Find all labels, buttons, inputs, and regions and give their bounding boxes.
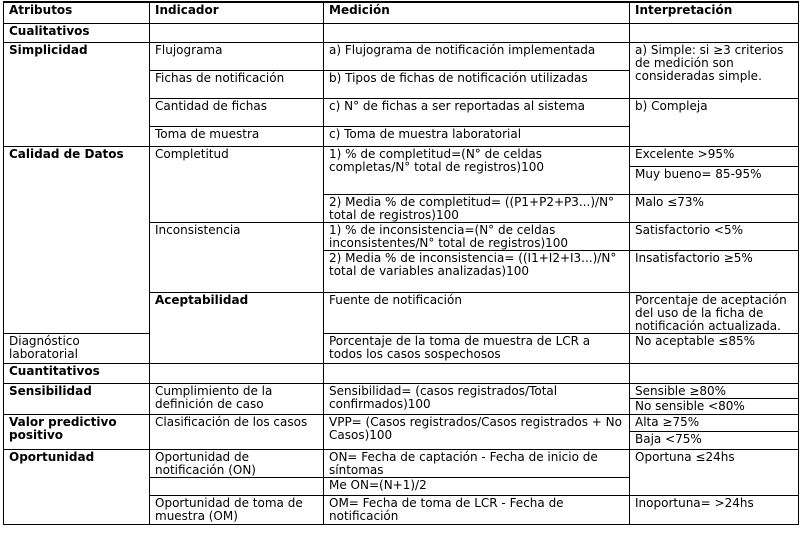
attr-calidad-de-datos: Calidad de Datos xyxy=(4,146,150,333)
measurement-cell: Sensibilidad= (casos registrados/Total confirmados)100 xyxy=(324,383,630,414)
measurement-cell: a) Flujograma de notificación implementada xyxy=(324,42,630,70)
table-row xyxy=(4,449,799,477)
indicator-cell: Flujograma xyxy=(150,42,324,70)
attr-valor-predictivo-positivo: Valor predictivo positivo xyxy=(4,414,150,449)
section-row-cualitativos xyxy=(4,23,799,42)
measurement-cell: ON= Fecha de captación - Fecha de inicio de síntomas xyxy=(324,449,630,477)
empty-cell xyxy=(150,23,324,42)
attr-aceptabilidad: Aceptabilidad xyxy=(150,292,324,363)
header-interpretacion: Interpretación xyxy=(630,2,799,23)
indicator-cell: Diagnóstico laboratorial xyxy=(4,333,150,363)
interpretation-cell: Alta ≥75% xyxy=(630,414,799,431)
indicator-cell: Toma de muestra xyxy=(150,126,324,146)
indicator-cell: Inconsistencia xyxy=(150,222,324,292)
measurement-cell: 2) Media % de inconsistencia= ((I1+I2+I3...)/N° total de variables analizadas)100 xyxy=(324,250,630,292)
measurement-cell: Me ON=(N+1)/2 xyxy=(324,477,630,495)
header-atributos: Atributos xyxy=(4,2,150,23)
indicator-cell: Fuente de notificación xyxy=(324,292,630,333)
measurement-cell: 1) % de inconsistencia=(N° de celdas inconsistentes/N° total de registros)100 xyxy=(324,222,630,250)
measurement-cell: 2) Media % de completitud= ((P1+P2+P3...)/N° total de registros)100 xyxy=(324,194,630,222)
table-row xyxy=(4,42,799,70)
measurement-cell: OM= Fecha de toma de LCR - Fecha de notificación xyxy=(324,495,630,524)
attr-oportunidad: Oportunidad xyxy=(4,449,150,524)
interpretation-cell: Oportuna ≤24hs xyxy=(630,449,799,495)
empty-cell xyxy=(150,477,324,495)
interpretation-cell: Excelente >95% xyxy=(630,146,799,166)
interpretation-cell: a) Simple: si ≥3 criterios de medición son consideradas simple. xyxy=(630,42,799,98)
table-row xyxy=(4,333,799,363)
section-row-cuantitativos xyxy=(4,363,799,383)
indicator-cell: Completitud xyxy=(150,146,324,222)
table-row xyxy=(4,414,799,431)
indicator-cell: Oportunidad de toma de muestra (OM) xyxy=(150,495,324,524)
interpretation-cell: b) Compleja xyxy=(630,98,799,146)
empty-cell xyxy=(630,23,799,42)
interpretation-cell: Insatisfactorio ≥5% xyxy=(630,250,799,292)
table-row xyxy=(4,146,799,166)
measurement-cell: c) Toma de muestra laboratorial xyxy=(324,126,630,146)
interpretation-cell: Malo ≤73% xyxy=(630,194,799,222)
interpretation-cell: Inoportuna= >24hs xyxy=(630,495,799,524)
indicators-table xyxy=(3,1,799,525)
interpretation-cell: Baja <75% xyxy=(630,431,799,449)
interpretation-cell: Satisfactorio <5% xyxy=(630,222,799,250)
header-medicion: Medición xyxy=(324,2,630,23)
table-row xyxy=(4,383,799,398)
indicator-cell: Clasificación de los casos xyxy=(150,414,324,449)
indicator-cell: Oportunidad de notificación (ON) xyxy=(150,449,324,477)
header-indicador: Indicador xyxy=(150,2,324,23)
empty-cell xyxy=(324,363,630,383)
measurement-cell: b) Tipos de fichas de notificación utilizadas xyxy=(324,70,630,98)
measurement-cell: 1) % de completitud=(N° de celdas completas/N° total de registros)100 xyxy=(324,146,630,194)
interpretation-cell: Sensible ≥80% xyxy=(630,383,799,398)
measurement-cell: VPP= (Casos registrados/Casos registrados + No Casos)100 xyxy=(324,414,630,449)
measurement-cell: Porcentaje de la toma de muestra de LCR a todos los casos sospechosos xyxy=(324,333,630,363)
empty-cell xyxy=(150,363,324,383)
section-cualitativos: Cualitativos xyxy=(4,23,150,42)
indicator-cell: Cumplimiento de la definición de caso xyxy=(150,383,324,414)
section-cuantitativos: Cuantitativos xyxy=(4,363,150,383)
indicators-table-wrapper xyxy=(3,1,798,538)
interpretation-cell: No sensible <80% xyxy=(630,398,799,414)
measurement-cell: c) N° de fichas a ser reportadas al sistema xyxy=(324,98,630,126)
empty-cell xyxy=(324,23,630,42)
attr-simplicidad: Simplicidad xyxy=(4,42,150,146)
indicator-cell: Fichas de notificación xyxy=(150,70,324,98)
empty-cell xyxy=(630,363,799,383)
measurement-cell: Porcentaje de aceptación del uso de la ficha de notificación actualizada. xyxy=(630,292,799,333)
interpretation-cell: No aceptable ≤85% xyxy=(630,333,799,363)
interpretation-cell: Muy bueno= 85-95% xyxy=(630,166,799,194)
attr-sensibilidad: Sensibilidad xyxy=(4,383,150,414)
header-row xyxy=(4,2,799,23)
indicator-cell: Cantidad de fichas xyxy=(150,98,324,126)
